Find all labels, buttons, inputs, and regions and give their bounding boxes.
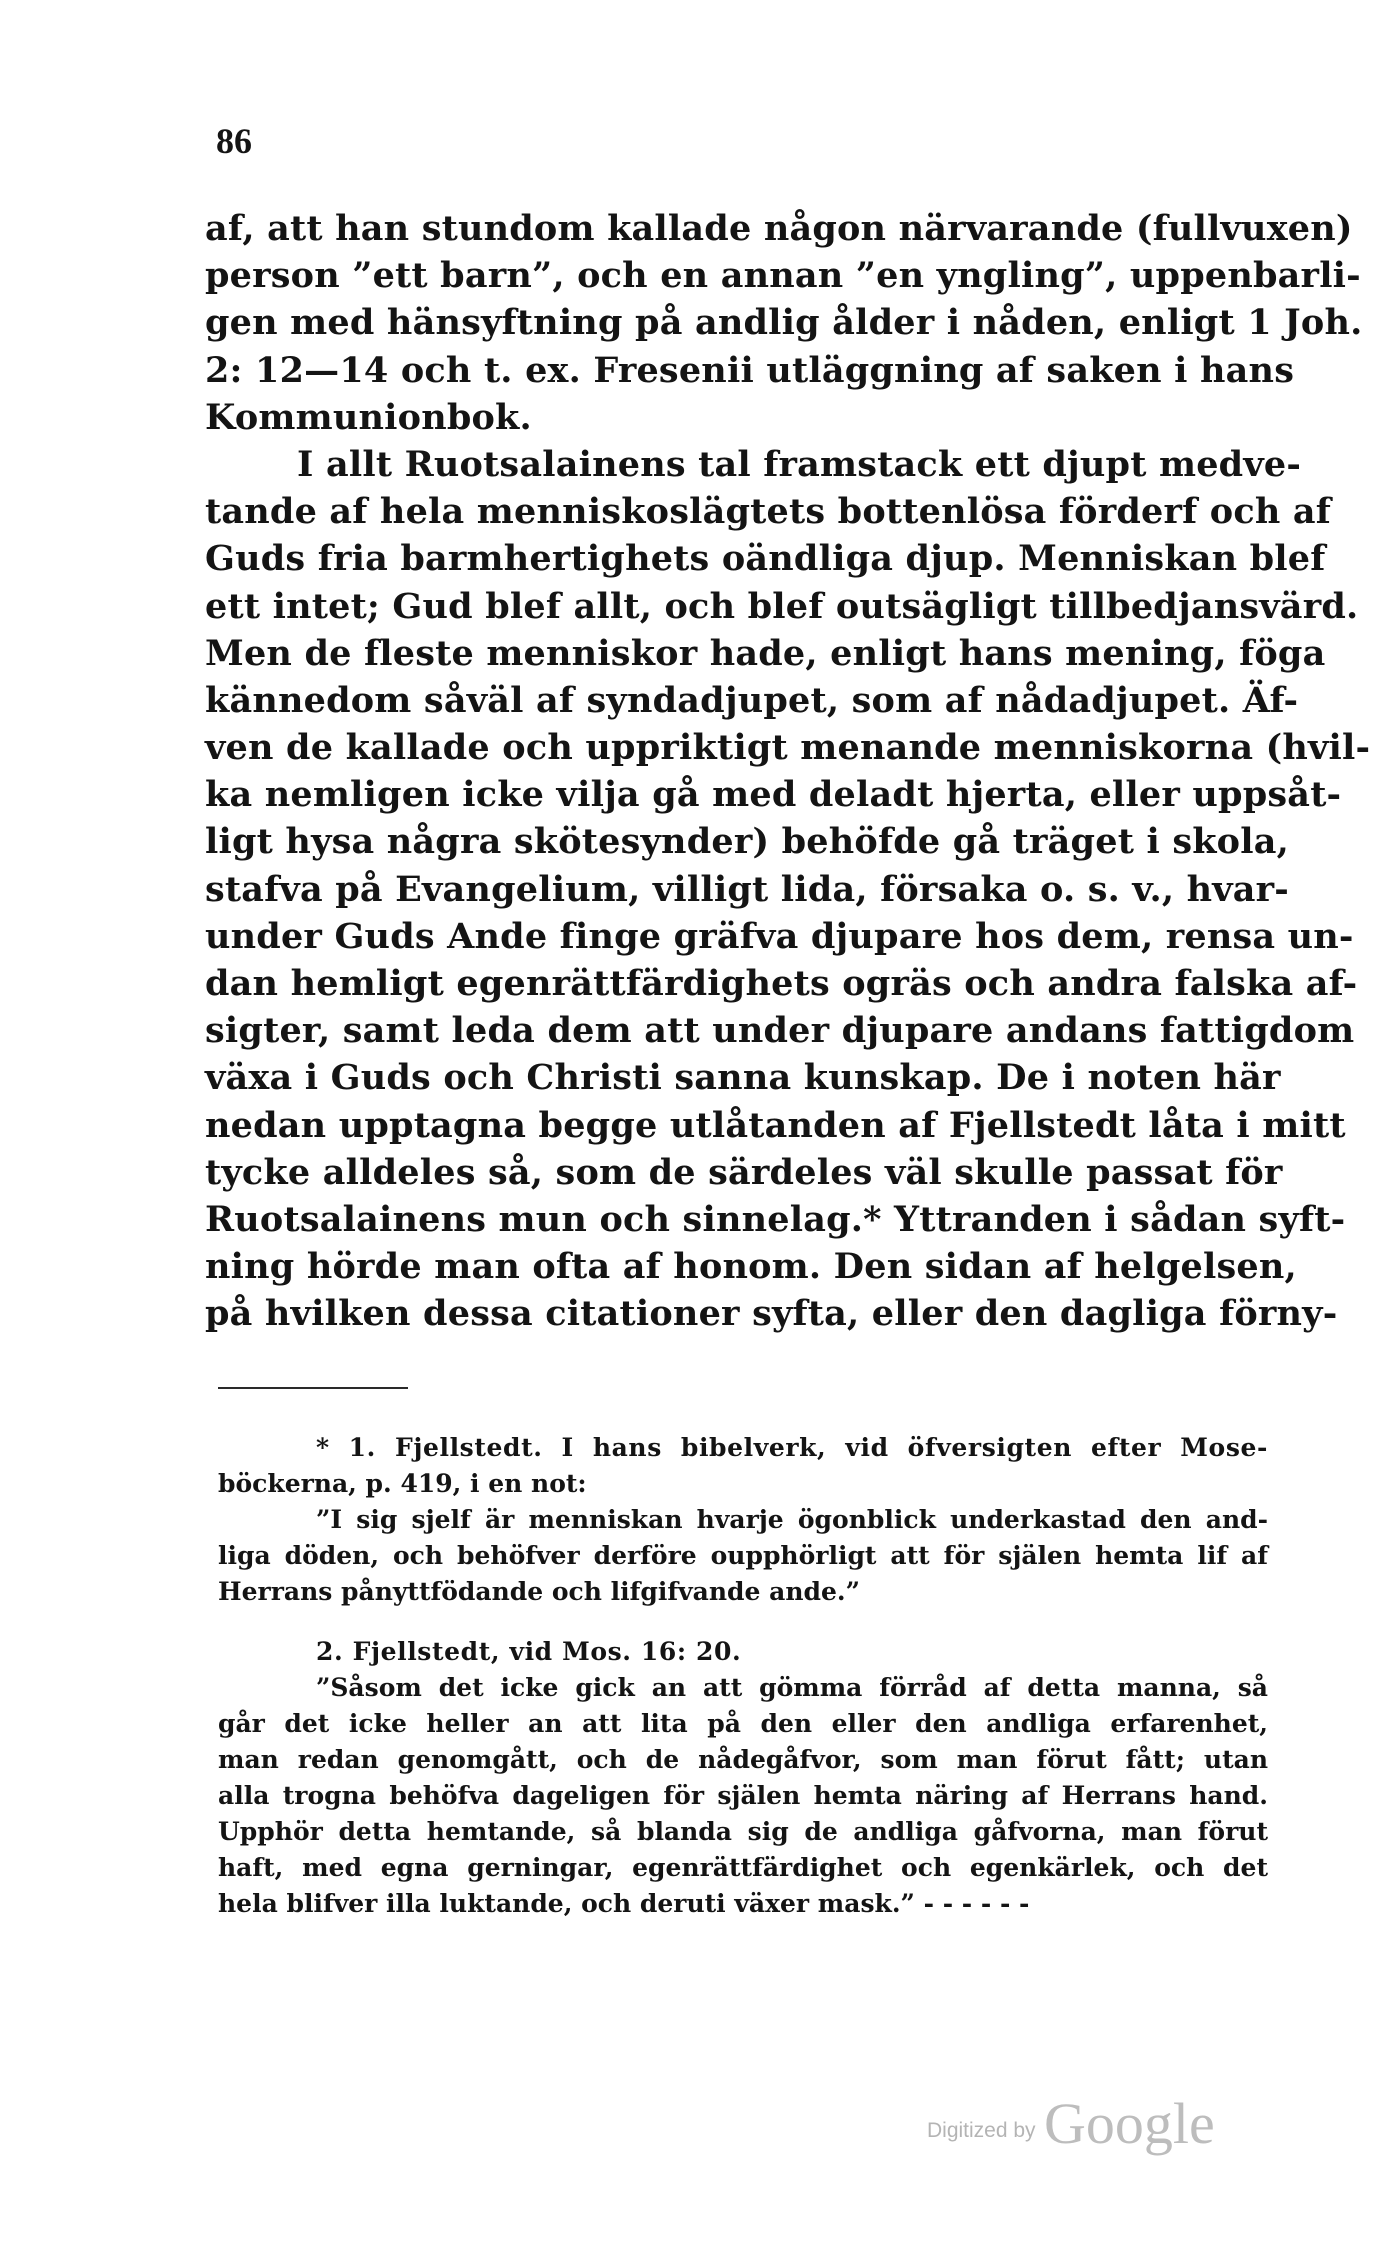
body-line: på hvilken dessa citationer syfta, eller den dagliga förny-	[205, 1293, 1338, 1335]
footnote-2-heading: 2. Fjellstedt, vid Mos. 16: 20.	[316, 1637, 742, 1666]
body-text	[205, 205, 1371, 1338]
body-line: af, att han stundom kallade någon närvarande (fullvuxen)	[205, 208, 1353, 249]
footnote-line: Upphör detta hemtande, så blanda sig de andliga gåfvorna, man förut	[218, 1817, 1268, 1846]
body-line: ning hörde man ofta af honom. Den sidan af helgelsen,	[205, 1246, 1297, 1288]
watermark-prefix: Digitized by	[927, 2119, 1036, 2142]
body-line: I allt Ruotsalainens tal framstack ett djupt medve-	[297, 443, 1302, 485]
body-line: tande af hela menniskoslägtets bottenlösa förderf och af	[205, 491, 1332, 533]
footnote-line: går det icke heller an att lita på den eller den andliga erfarenhet,	[218, 1709, 1268, 1738]
footnote-line: ”I sig sjelf är menniskan hvarje ögonblick underkastad den and-	[316, 1505, 1268, 1534]
body-line: gen med hänsyftning på andlig ålder i nåden, enligt 1 Joh.	[205, 302, 1363, 344]
body-line: ven de kallade och uppriktigt menande menniskorna (hvil-	[205, 727, 1371, 769]
google-logo: Google	[1044, 2091, 1215, 2156]
body-line: under Guds Ande finge gräfva djupare hos dem, rensa un-	[205, 915, 1354, 957]
body-line: stafva på Evangelium, villigt lida, försaka o. s. v., hvar-	[205, 868, 1290, 910]
footnote-gap	[218, 1610, 1268, 1634]
footnote-line: alla trogna behöfva dageligen för själen hemta näring af Herrans hand.	[218, 1781, 1268, 1810]
footnote-line: böckerna, p. 419, i en not:	[218, 1469, 587, 1498]
body-line: ett intet; Gud blef allt, och blef outsägligt tillbedjansvärd.	[205, 585, 1359, 627]
footnote-line: liga döden, och behöfver derföre oupphörligt att för själen hemta lif af	[218, 1541, 1268, 1570]
footnotes	[218, 1430, 1268, 1922]
body-line: Guds fria barmhertighets oändliga djup. Menniskan blef	[205, 538, 1326, 580]
footnote-line: man redan genomgått, och de nådegåfvor, som man förut fått; utan	[218, 1745, 1268, 1774]
body-line: 2: 12—14 och t. ex. Fresenii utläggning af saken i hans	[205, 349, 1295, 391]
body-line: Men de fleste menniskor hade, enligt hans mening, föga	[205, 632, 1326, 674]
body-line: växa i Guds och Christi sanna kunskap. De i noten här	[205, 1057, 1281, 1099]
digitized-watermark	[927, 2090, 1215, 2157]
footnote-line: Herrans pånyttfödande och lifgifvande ande.”	[218, 1577, 860, 1606]
body-line: sigter, samt leda dem att under djupare andans fattigdom	[205, 1010, 1355, 1052]
body-line: dan hemligt egenrättfärdighets ogräs och andra falska af-	[205, 963, 1358, 1004]
body-line: ligt hysa några skötesynder) behöfde gå träget i skola,	[205, 821, 1289, 863]
page-number: 86	[216, 121, 252, 161]
footnote-line: hela blifver illa luktande, och deruti växer mask.” - - - - - -	[218, 1889, 1030, 1918]
body-line: Kommunionbok.	[205, 396, 532, 438]
footnote-separator	[218, 1387, 408, 1389]
footnote-line: haft, med egna gerningar, egenrättfärdighet och egenkärlek, och det	[218, 1853, 1268, 1882]
body-line: tycke alldeles så, som de särdeles väl skulle passat för	[205, 1151, 1283, 1193]
body-line: kännedom såväl af syndadjupet, som af nådadjupet. Äf-	[205, 679, 1299, 721]
body-line: nedan upptagna begge utlåtanden af Fjellstedt låta i mitt	[205, 1104, 1346, 1146]
body-line: Ruotsalainens mun och sinnelag.* Yttranden i sådan syft-	[205, 1198, 1346, 1240]
footnote-1-heading: * 1. Fjellstedt. I hans bibelverk, vid öfversigten efter Mose-	[316, 1433, 1268, 1462]
footnote-line: ”Såsom det icke gick an att gömma förråd af detta manna, så	[316, 1673, 1268, 1702]
body-line: ka nemligen icke vilja gå med deladt hjerta, eller uppsåt-	[205, 774, 1342, 816]
body-line: person ”ett barn”, och en annan ”en yngling”, uppenbarli-	[205, 255, 1361, 297]
